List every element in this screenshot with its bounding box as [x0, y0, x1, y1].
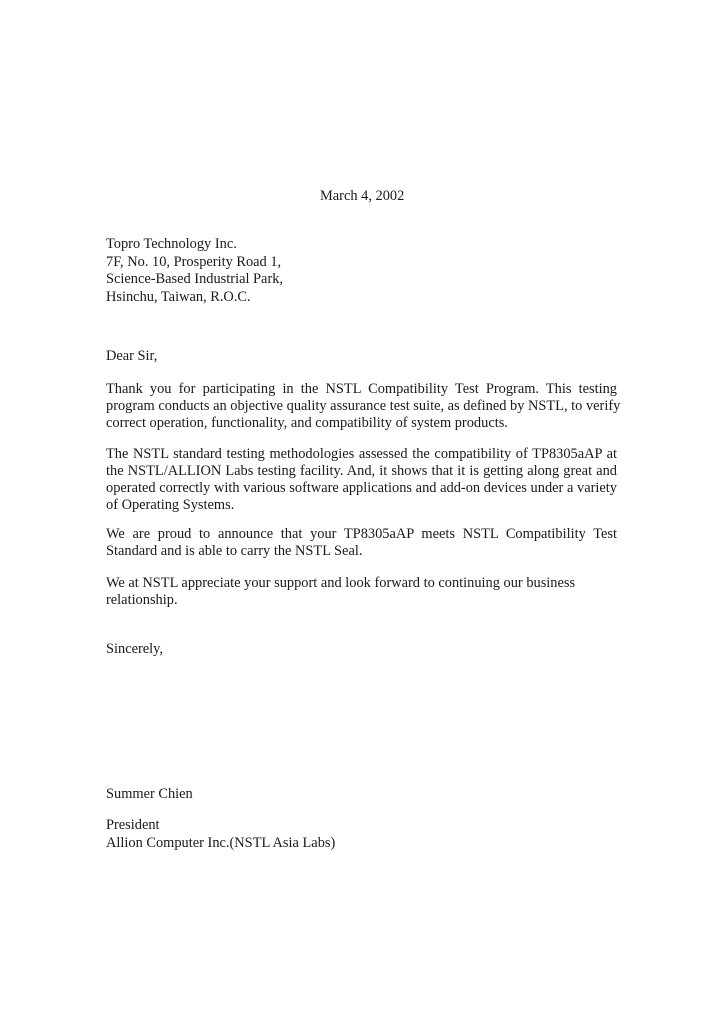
paragraph-line: relationship.	[106, 592, 178, 608]
paragraph-line: correct operation, functionality, and compatibility of system products.	[106, 415, 508, 431]
signer-title: President	[106, 817, 160, 833]
body-paragraph-1	[106, 381, 621, 432]
paragraph-line: of Operating Systems.	[106, 497, 235, 513]
signer-organization: Allion Computer Inc.(NSTL Asia Labs)	[106, 834, 336, 851]
paragraph-line: We are proud to announce that your TP8305aAP meets NSTL Compatibility Test	[106, 526, 617, 542]
letter-date: March 4, 2002	[320, 188, 405, 204]
address-line: 7F, No. 10, Prosperity Road 1,	[106, 253, 282, 270]
paragraph-line: Standard and is able to carry the NSTL Seal.	[106, 543, 363, 559]
paragraph-line: the NSTL/ALLION Labs testing facility. And, it shows that it is getting along great and	[106, 463, 617, 479]
closing: Sincerely,	[106, 641, 164, 657]
paragraph-line: program conducts an objective quality assurance test suite, as defined by NSTL, to verify	[106, 398, 621, 414]
body-paragraph-4	[106, 575, 617, 609]
salutation: Dear Sir,	[106, 348, 158, 364]
paragraph-line: We at NSTL appreciate your support and look forward to continuing our business	[106, 575, 576, 591]
address-line: Topro Technology Inc.	[106, 236, 237, 252]
body-paragraph-2	[106, 446, 617, 514]
signer-block	[106, 817, 335, 852]
paragraph-line: operated correctly with various software applications and add-on devices under a variety	[106, 480, 617, 496]
paragraph-line: The NSTL standard testing methodologies assessed the compatibility of TP8305aAP at	[106, 446, 617, 462]
body-paragraph-3	[106, 526, 617, 560]
address-line: Hsinchu, Taiwan, R.O.C.	[106, 288, 251, 305]
signer-name: Summer Chien	[106, 786, 193, 802]
address-line: Science-Based Industrial Park,	[106, 271, 284, 287]
paragraph-line: Thank you for participating in the NSTL Compatibility Test Program. This testing	[106, 381, 617, 397]
recipient-address	[106, 236, 283, 306]
